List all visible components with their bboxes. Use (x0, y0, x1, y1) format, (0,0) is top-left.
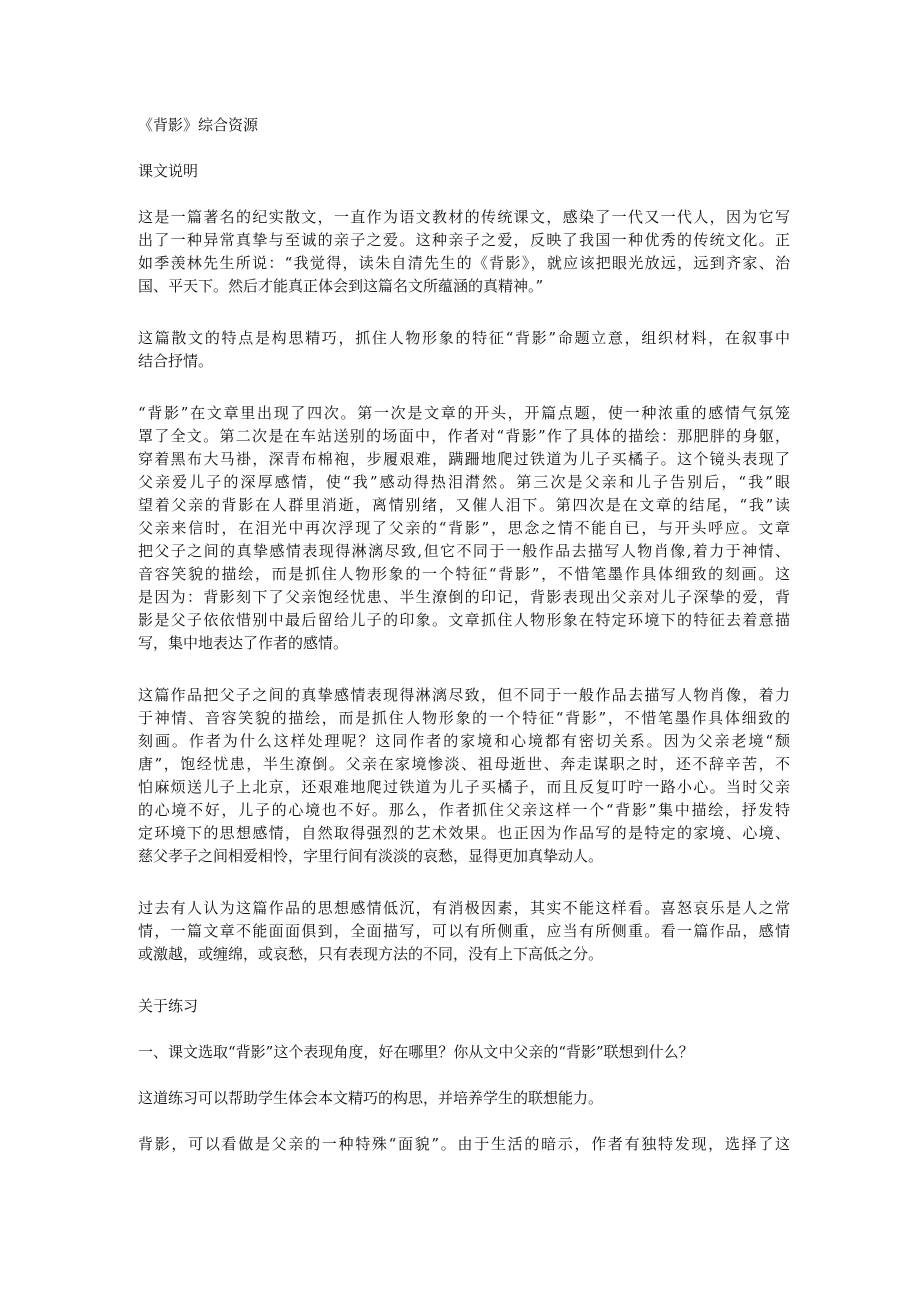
paragraph-line: 过去有人认为这篇作品的思想感情低沉，有消极因素，其实不能这样看。喜怒哀乐是人之常 (138, 899, 790, 917)
paragraph-line: 怕麻烦送儿子上北京，还艰难地爬过铁道为儿子买橘子，而且反复叮咛一路小心。当时父亲 (138, 778, 790, 796)
paragraph-line: 国、平天下。然后才能真正体会到这篇名文所蕴涵的真精神。” (138, 277, 544, 295)
paragraph-line: 父亲爱儿子的深厚感情，使“我”感动得热泪潸然。第三次是父亲和儿子告别后，“我”眼 (138, 473, 790, 491)
paragraph-line: 情，一篇文章不能面面俱到，全面描写，可以有所侧重，应当有所侧重。看一篇作品，感情 (138, 922, 790, 940)
paragraph-line: 穿着黑布大马褂，深青布棉袍，步履艰难，蹒跚地爬过铁道为儿子买橘子。这个镜头表现了 (138, 450, 790, 468)
paragraph-line: 这是一篇著名的纪实散文，一直作为语文教材的传统课文，感染了一代又一代人，因为它写 (138, 208, 790, 226)
paragraph-line: 望着父亲的背影在人群里消逝，离情别绪，又催人泪下。第四次是在文章的结尾，“我”读 (138, 496, 790, 514)
document-title: 《背影》综合资源 (138, 116, 259, 134)
section-heading-exercises: 关于练习 (138, 997, 199, 1015)
exercise-answer-intro: 这道练习可以帮助学生体会本文精巧的构思，并培养学生的联想能力。 (138, 1089, 604, 1107)
paragraph-line: 父亲来信时，在泪光中再次浮现了父亲的“背影”，思念之情不能自已，与开头呼应。文章 (138, 519, 790, 537)
paragraph-line: 的心境不好，儿子的心境也不好。那么，作者抓住父亲这样一个“背影”集中描绘，抒发特 (138, 801, 790, 819)
paragraph-line: 这篇散文的特点是构思精巧，抓住人物形象的特征“背影”命题立意，组织材料，在叙事中 (138, 329, 790, 347)
body-paragraph (138, 684, 790, 868)
paragraph-line: 结合抒情。 (138, 352, 214, 370)
paragraph-line: 音容笑貌的描绘，而是抓住人物形象的一个特征“背影”，不惜笔墨作具体细致的刻画。这 (138, 565, 790, 583)
paragraph-line: 刻画。作者为什么这样处理呢？这同作者的家境和心境都有密切关系。因为父亲老境“颓 (138, 732, 790, 750)
body-paragraph (138, 327, 790, 373)
paragraph-line: 如季羡林先生所说：“我觉得，读朱自清先生的《背影》，就应该把眼光放远，远到齐家、治 (138, 254, 790, 272)
paragraph-line: 罩了全文。第二次是在车站送别的场面中，作者对“背影”作了具体的描绘：那肥胖的身躯， (138, 427, 790, 445)
paragraph-line: 定环境下的思想感情，自然取得强烈的艺术效果。也正因为作品写的是特定的家境、心境、 (138, 824, 790, 842)
document-page (138, 114, 790, 1156)
paragraph-line: 于神情、音容笑貌的描绘，而是抓住人物形象的一个特征“背影”，不惜笔墨作具体细致的 (138, 709, 790, 727)
paragraph-line: 或激越，或缠绵，或哀愁，只有表现方法的不同，没有上下高低之分。 (138, 945, 604, 963)
paragraph-line: 影是父子依依惜别中最后留给儿子的印象。文章抓住人物形象在特定环境下的特征去着意描 (138, 611, 790, 629)
paragraph-line: 唐”，饱经忧患，半生潦倒。父亲在家境惨淡、祖母逝世、奔走谋职之时，还不辞辛苦，不 (138, 755, 790, 773)
body-paragraph (138, 897, 790, 966)
exercise-question-1: 一、课文选取“背影”这个表现角度，好在哪里？你从文中父亲的“背影”联想到什么？ (138, 1043, 694, 1061)
exercise-answer-text: 背影，可以看做是父亲的一种特殊“面貌”。由于生活的暗示，作者有独特发现，选择了这 (138, 1135, 790, 1153)
paragraph-line: 这篇作品把父子之间的真挚感情表现得淋漓尽致，但不同于一般作品去描写人物肖像，着力 (138, 686, 790, 704)
paragraph-line: “背影”在文章里出现了四次。第一次是文章的开头，开篇点题，使一种浓重的感情气氛笼 (138, 404, 790, 422)
paragraph-line: 出了一种异常真挚与至诚的亲子之爱。这种亲子之爱，反映了我国一种优秀的传统文化。正 (138, 231, 790, 249)
paragraph-line: 慈父孝子之间相爱相怜，字里行间有淡淡的哀愁，显得更加真挚动人。 (138, 847, 604, 865)
paragraph-line: 把父子之间的真挚感情表现得淋漓尽致,但它不同于一般作品去描写人物肖像,着力于神情、 (138, 542, 790, 560)
body-paragraph (138, 402, 790, 655)
paragraph-line: 是因为：背影刻下了父亲饱经忧患、半生潦倒的印记，背影表现出父亲对儿子深挚的爱，背 (138, 588, 790, 606)
section-heading-lesson-notes: 课文说明 (138, 162, 199, 180)
body-paragraph (138, 206, 790, 298)
paragraph-line: 写，集中地表达了作者的感情。 (138, 634, 349, 652)
